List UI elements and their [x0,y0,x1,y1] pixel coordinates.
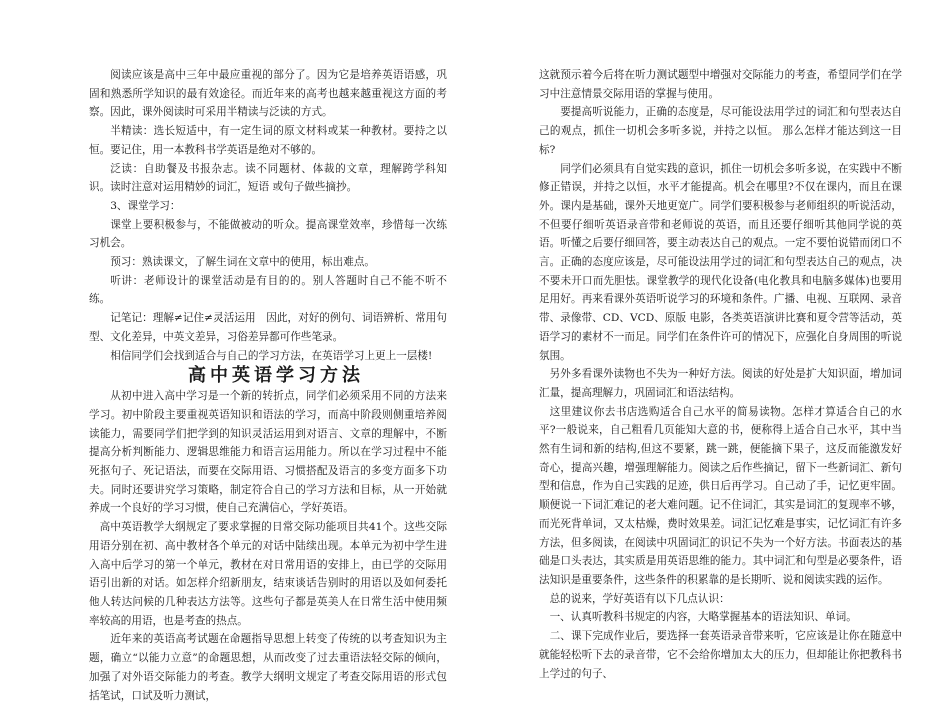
list-item-one: 一、认真听教科书规定的内容，大略掌握基本的语法知识、单词。 [549,611,857,624]
list-item-two: 二、课下完成作业后，要选择一套英语录音带来听，它应该是让你在随意中就能轻松听下去的录音带，它不会给你增加太大的压力，但却能让你把教科书上学过的句子、 [539,630,902,680]
paragraph-exam-trend: 近年来的英语高考试题在命题指导思想上转变了传统的以考查知识为主题，确立“以能力立意”的命题思想，从而改变了过去重语法轻交际的倾向，加强了对外语交际能力的考查。教学大纲明文规定了考查交际用语的形式包括笔试，口试及听力测试， [89,633,447,702]
paragraph-extensive-reading: 泛读：自助餐及书报杂志。读不同题材、体裁的文章，理解跨学科知识。读时注意对运用精妙的词汇，短语 或句子做些摘抄。 [89,162,447,194]
paragraph-extra-reading: 另外多看课外读物也不失为一种好方法。阅读的好处是扩大知识面，增加词汇量，提高理解力，巩固词汇和语法结构。 [539,368,902,399]
paragraph-classroom-participation: 课堂上要积极参与，不能做被动的听众。提高课堂效率，珍惜每一次练习机会。 [89,218,447,250]
paragraph-syllabus: 高中英语教学大纲规定了要求掌握的日常交际功能项目共41个。这些交际用语分别在初、高中教材各个单元的对话中陆续出现。本单元为初中学生进入高中后学习的第一个单元，教材在对日常用语的安排上，由已学的交际用语引出新的对话。如怎样介绍新朋友，结束谈话告别时的用语以及如何委托他人转达问候的几种表达方法等。这些句子都是英美人在日常生活中使用频率较高的用语，也是考查的热点。 [89,521,447,627]
paragraph-listening-test: 这就预示着今后将在听力测试题型中增强对交际能力的考查，希望同学们在学习中注意情景交际用语的掌握与使用。 [539,69,902,100]
heading-classroom-learning: 3、课堂学习： [110,199,181,212]
paragraph-closing: 相信同学们会找到适合与自己的学习方法，在英语学习上更上一层楼! [110,349,433,362]
paragraph-speaking-attitude: 要提高听说能力，正确的态度是，尽可能设法用学过的词汇和句型表达自己的观点，抓住一切机会多听多说，并持之以恒。 那么怎样才能达到这一目标? [539,106,902,156]
paragraph-note-taking: 记笔记：理解≠记住≠灵活运用 因此，对好的例句、词语辨析、常用句型、文化差异，中英文差异，习俗差异都可作些笔录。 [89,312,447,343]
paragraph-reading-importance: 阅读应该是高中三年中最应重视的部分了。因为它是培养英语语感，巩固和熟悉所学知识的最有效途径。而近年来的高考也越来越重视这方面的考察。因此，课外阅读时可采用半精读与泛读的方式。 [89,69,447,119]
paragraph-reading-choice: 这里建议你去书店选购适合自己水平的简易读物。怎样才算适合自己的水平?一般说来，自己粗看几页能知大意的书，便称得上适合自己水平，其中当然有生词和新的结构,但这不要紧，跳一跳，便能摘下果子，这反而能激发好奇心，提高兴趣，增强理解能力。阅读之后作些摘记，留下一些新词汇、新句型和信息，作为自己实践的足迹，供日后再学习。自己动了手，记忆更牢固。 顺便说一下词汇难记的老大难问题。记不住词汇，其实是词汇的复现率不够，而光死背单词，又太枯燥，费时效果差。词汇记忆难是事实，记忆词汇有许多方法，但多阅读，在阅读中巩固词汇的识记不失为一个好方法。书面表达的基础是口头表达，其实质是用英语思维的能力。其中词汇和句型是必要条件，语法知识是重要条件，这些条件的积累靠的是长期听、说和阅读实践的运作。 [539,405,902,586]
paragraph-summary: 总的说来，学好英语有以下几点认识： [549,592,730,605]
paragraph-semi-intensive-reading: 半精读：选长短适中，有一定生词的原文材料或某一种教材。要持之以恒。要记住，用一本教科书学英语是绝对不够的。 [89,125,447,156]
right-column [539,66,902,683]
article-title: 高中英语学习方法 [188,365,364,387]
left-column [89,66,447,705]
paragraph-listening: 听讲：老师设计的课堂活动是有目的的。别人答题时自己不能不听不练。 [89,274,447,306]
paragraph-transition: 从初中进入高中学习是一个新的转折点，同学们必须采用不同的方法来学习。初中阶段主要重视英语知识和语法的学习，而高中阶段则侧重培养阅读能力，需要同学们把学到的知识灵活运用到对语言、文章的理解中，不断提高分析判断能力、逻辑思维能力和语言运用能力。所以在学习过程中不能死抠句子、死记语法，而要在交际用语、习惯搭配及语言的多变方面多下功夫。同时还要讲究学习策略，制定符合自己的学习方法和目标，从一开始就养成一个良好的学习习惯，使自己充满信心，学好英语。 [89,390,447,515]
paragraph-practice-awareness: 同学们必须具有自觉实践的意识，抓住一切机会多听多说，在实践中不断修正错误，并持之以恒，水平才能提高。机会在哪里?不仅在课内，而且在课外。课内是基础，课外天地更宽广。同学们要积极参与老师组织的听说活动，不但要仔细听英语录音带和老师说的英语，而且还要仔细听其他同学说的英语。听懂之后要仔细回答，要主动表达自己的观点。一定不要怕说错而闭口不言。正确的态度应该是，尽可能设法用学过的词汇和句型表达自己的观点，决不要未开口而先胆怯。课堂教学的现代化设备(电化教具和电脑多媒体)也要用足用好。再来看课外英语听说学习的环境和条件。广播、电视、互联网、录音带、录像带、CD、VCD、原版 电影，各类英语演讲比赛和夏令营等活动，英语学习的素材不一而足。同学们在条件许可的情况下，应强化自身周围的听说氛围。 [539,162,902,362]
paragraph-preview: 预习：熟读课文，了解生词在文章中的使用，标出难点。 [110,256,376,269]
